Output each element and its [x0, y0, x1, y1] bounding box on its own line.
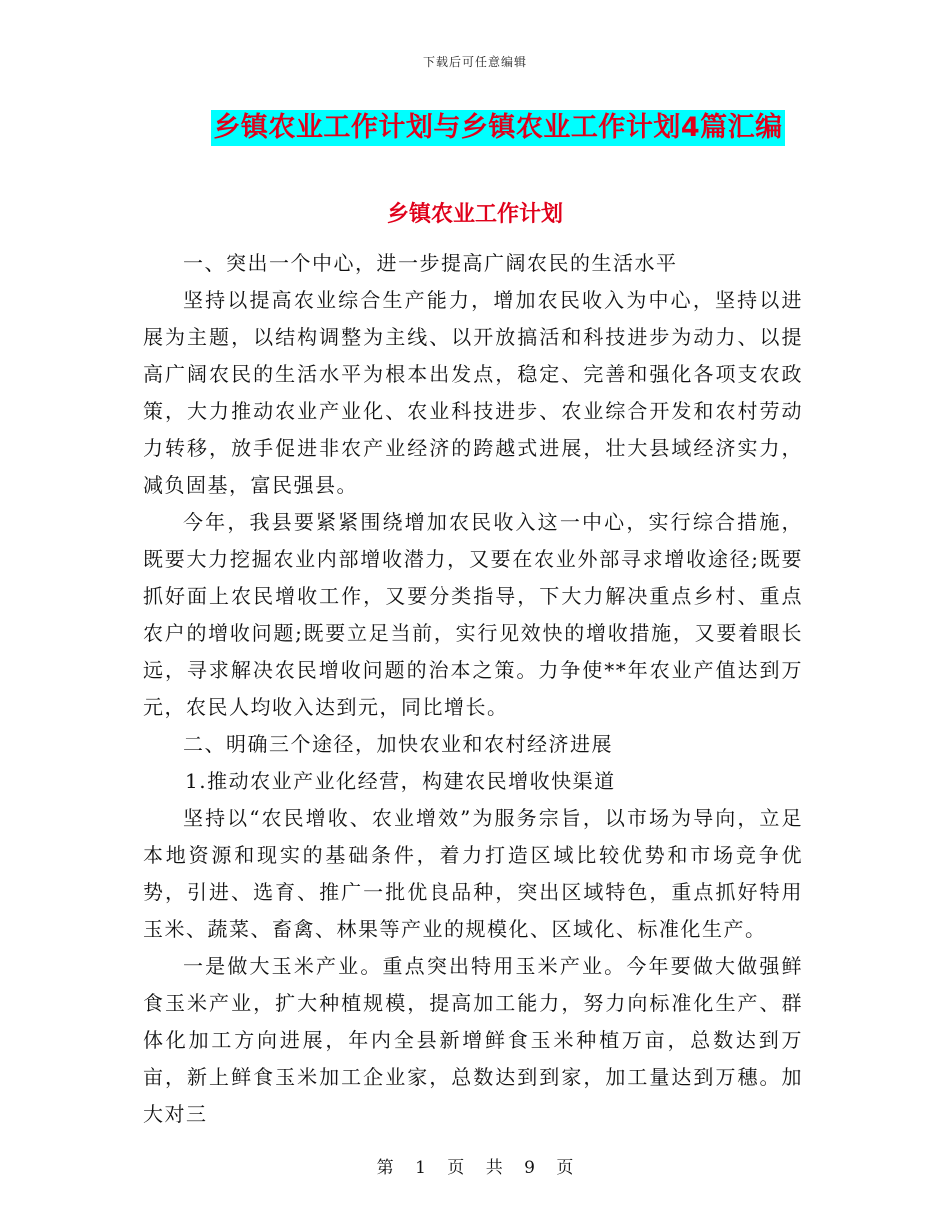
- document-body: [143, 245, 803, 1133]
- paragraph: 一是做大玉米产业。重点突出特用玉米产业。今年要做大做强鲜食玉米产业，扩大种植规模，提高加工能力，努力向标准化生产、群体化加工方向进展，年内全县新增鲜食玉米种植万亩，总数达到万亩，新上鲜食玉米加工企业家，总数达到到家，加工量达到万穗。加大对三: [143, 954, 803, 1126]
- paragraph: 坚持以提高农业综合生产能力，增加农民收入为中心，坚持以进展为主题，以结构调整为主线、以开放搞活和科技进步为动力、以提高广阔农民的生活水平为根本出发点，稳定、完善和强化各项支农政策，大力推动农业产业化、农业科技进步、农业综合开发和农村劳动力转移，放手促进非农产业经济的跨越式进展，壮大县域经济实力，减负固基，富民强县。: [143, 288, 803, 497]
- page-number-current: 1: [415, 1158, 426, 1178]
- page-label-total-prefix: 共: [485, 1158, 503, 1178]
- document-title: 乡镇农业工作计划与乡镇农业工作计划4篇汇编: [211, 110, 784, 146]
- section-title: 乡镇农业工作计划: [386, 202, 563, 227]
- page-number-total: 9: [524, 1158, 535, 1178]
- page-label-suffix: 页: [556, 1158, 574, 1178]
- paragraph-heading-2: 二、明确三个途径，加快农业和农村经济进展: [183, 732, 613, 756]
- paragraph-heading-1: 一、突出一个中心，进一步提高广阔农民的生活水平: [183, 251, 678, 275]
- paragraph-subheading-1: 1.推动农业产业化经营，构建农民增收快渠道: [185, 769, 616, 793]
- page-footer: [0, 1153, 950, 1178]
- document-title-wrap: [0, 110, 950, 146]
- page-label-prefix: 第: [376, 1158, 394, 1178]
- paragraph: 今年，我县要紧紧围绕增加农民收入这一中心，实行综合措施，既要大力挖掘农业内部增收潜力，又要在农业外部寻求增收途径;既要抓好面上农民增收工作，又要分类指导，下大力解决重点乡村、重点农户的增收问题;既要立足当前，实行见效快的增收措施，又要着眼长远，寻求解决农民增收问题的治本之策。力争使**年农业产值达到万元，农民人均收入达到元，同比增长。: [143, 510, 803, 719]
- paragraph: 坚持以“农民增收、农业增效”为服务宗旨，以市场为导向，立足本地资源和现实的基础条件，着力打造区域比较优势和市场竞争优势，引进、选育、推广一批优良品种，突出区域特色，重点抓好特用玉米、蔬菜、畜禽、林果等产业的规模化、区域化、标准化生产。: [143, 806, 803, 941]
- page-label-mid: 页: [447, 1158, 465, 1178]
- page-header-note: 下载后可任意编辑: [422, 55, 527, 69]
